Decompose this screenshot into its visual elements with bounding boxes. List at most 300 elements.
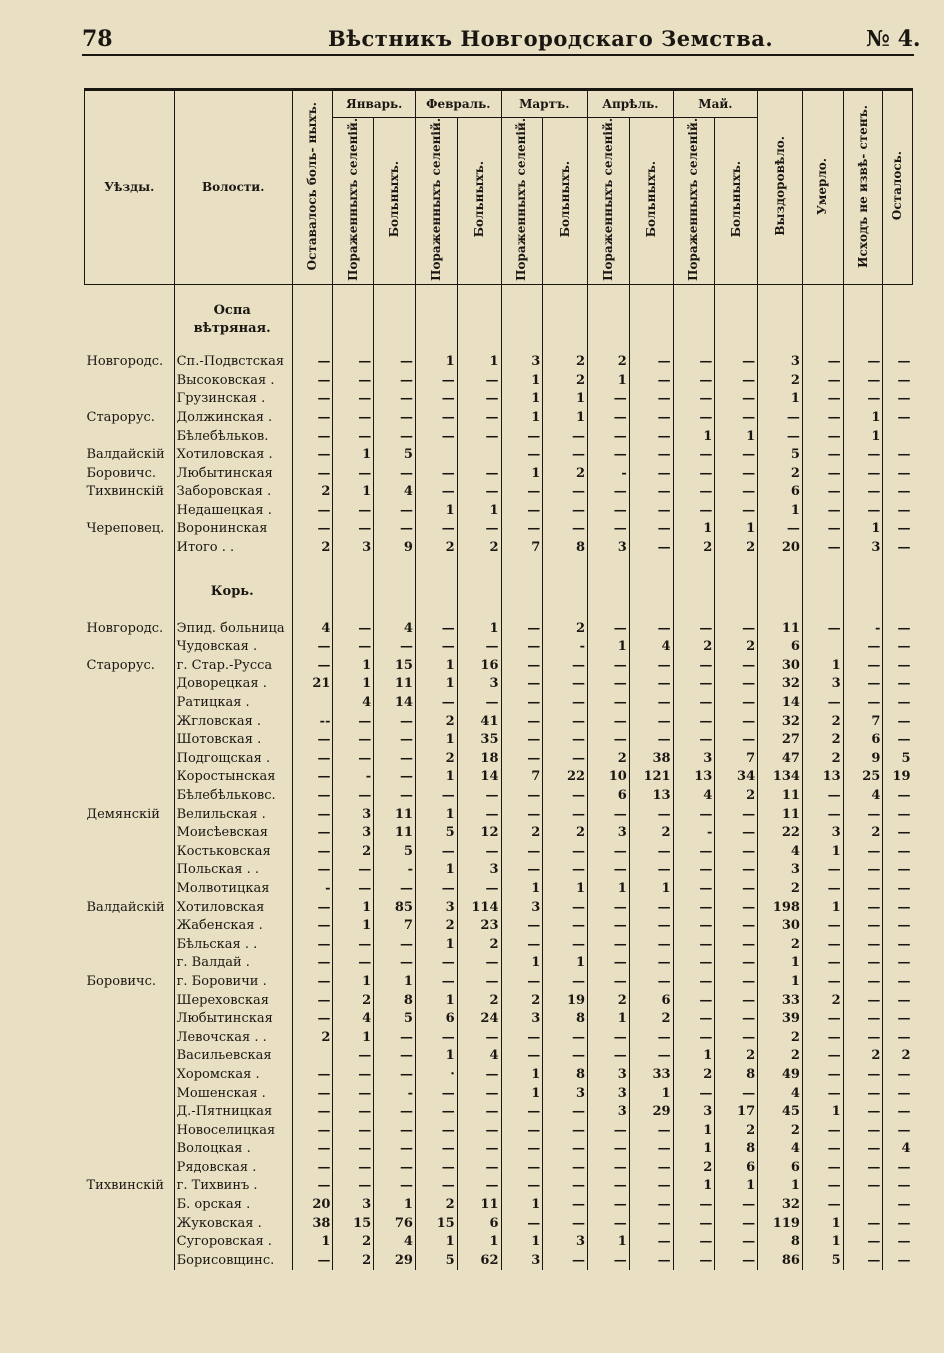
value-cell: — [883,539,913,558]
value-cell: 3 [457,675,501,694]
value-cell: 121 [629,768,673,787]
value-cell: 1 [673,1140,715,1159]
value-cell: 1 [415,768,457,787]
value-cell: — [883,843,913,862]
value-cell: — [292,1121,333,1140]
value-cell: 1 [758,502,803,521]
section-title-pad [758,579,803,605]
district-cell [85,1121,175,1140]
value-cell: — [802,917,843,936]
value-cell: — [292,353,333,372]
table-row [85,1047,913,1066]
value-cell: — [333,1103,374,1122]
value-cell: 3 [415,898,457,917]
value-cell: 1 [843,409,883,428]
section-title-pad [292,579,333,605]
value-cell: — [802,1010,843,1029]
value-cell: — [543,1047,588,1066]
value-cell: — [883,638,913,657]
value-cell: 1 [715,520,758,539]
value-cell: - [843,619,883,638]
district-cell [85,1010,175,1029]
value-cell: — [292,935,333,954]
volost-cell: Недашецкая . [174,502,292,521]
volost-cell: Д.-Пятницкая [174,1103,292,1122]
value-cell: — [292,973,333,992]
value-cell: — [457,805,501,824]
value-cell: — [802,694,843,713]
district-cell: Новгородс. [86,620,164,636]
volost-cell: Шереховская [174,991,292,1010]
value-cell: — [715,1252,758,1271]
value-cell: — [715,483,758,502]
value-cell: 9 [843,750,883,769]
spacer-cell [588,605,630,619]
value-cell: — [292,427,333,446]
value-cell: 6 [843,731,883,750]
table-row [85,483,913,502]
volost-cell: Моисѣевская [174,824,292,843]
value-cell: — [883,1214,913,1233]
value-cell: — [501,694,543,713]
col-feb-sick: Больныхъ. [457,118,501,285]
value-cell: 4 [333,694,374,713]
spacer-cell [85,341,175,353]
section-title-pad [457,299,501,341]
value-cell: 114 [457,898,501,917]
value-cell: 2 [758,1121,803,1140]
district-cell [85,768,175,787]
district-cell [85,638,175,657]
col-volost: Волости. [174,90,292,285]
value-cell: — [457,1140,501,1159]
table-row [85,464,913,483]
value-cell: — [292,843,333,862]
value-cell: — [374,502,416,521]
value-cell: 45 [758,1103,803,1122]
value-cell: — [333,1159,374,1178]
section-title-pad [543,579,588,605]
value-cell: — [673,446,715,465]
value-cell: 1 [802,1233,843,1252]
district-cell [85,712,175,731]
value-cell: — [415,1084,457,1103]
value-cell: — [292,917,333,936]
value-cell: 5 [758,446,803,465]
district-cell [85,1233,175,1252]
section-title-pad [883,299,913,341]
value-cell: — [629,446,673,465]
value-cell: 4 [374,1233,416,1252]
volost-cell: Грузинская . [174,390,292,409]
value-cell: — [883,1103,913,1122]
value-cell: 76 [374,1214,416,1233]
value-cell: — [802,371,843,390]
value-cell: — [629,520,673,539]
table-row [85,954,913,973]
value-cell: 2 [457,539,501,558]
section-title-pad [843,579,883,605]
value-cell: 14 [374,694,416,713]
value-cell: — [802,502,843,521]
value-cell: — [588,446,630,465]
value-cell: — [883,694,913,713]
value-cell: — [629,843,673,862]
value-cell: — [883,935,913,954]
volost-cell: Борисовщинс. [174,1252,292,1271]
value-cell: — [629,539,673,558]
value-cell: — [843,483,883,502]
value-cell: — [415,638,457,657]
value-cell: — [292,1103,333,1122]
value-cell: 1 [415,502,457,521]
value-cell: — [292,1066,333,1085]
col-mar-sick: Больныхъ. [543,118,588,285]
value-cell: - [543,638,588,657]
value-cell [292,1047,333,1066]
value-cell: — [374,768,416,787]
value-cell: — [843,675,883,694]
table-row [85,861,913,880]
volost-cell: Костьковская [174,843,292,862]
value-cell: — [588,675,630,694]
table-row [85,1084,913,1103]
table-row [85,1010,913,1029]
value-cell: 2 [588,353,630,372]
value-cell: 11 [374,824,416,843]
value-cell: — [802,427,843,446]
value-cell: — [802,1084,843,1103]
value-cell: — [415,619,457,638]
value-cell: 1 [415,1047,457,1066]
section-title-pad [673,299,715,341]
value-cell: — [457,787,501,806]
volost-cell: Левочская . . [174,1028,292,1047]
district-cell [85,1214,175,1233]
value-cell: — [843,1103,883,1122]
value-cell: — [333,1084,374,1103]
value-cell: — [333,638,374,657]
value-cell: — [629,1028,673,1047]
value-cell: — [629,1121,673,1140]
value-cell: — [588,731,630,750]
value-cell: 1 [758,1177,803,1196]
value-cell: — [374,371,416,390]
value-cell: 2 [802,731,843,750]
spacer-cell [629,557,673,579]
value-cell: — [715,390,758,409]
value-cell: 2 [715,1047,758,1066]
value-cell: 1 [333,657,374,676]
district-cell [85,371,175,390]
value-cell: 4 [333,1010,374,1029]
value-cell: — [457,483,501,502]
value-cell: — [843,446,883,465]
value-cell: — [843,390,883,409]
value-cell: 22 [543,768,588,787]
section-title-pad [715,579,758,605]
value-cell: 2 [415,712,457,731]
spacer-cell [758,557,803,579]
district-cell: Тихвинскій [86,1178,165,1194]
value-cell: 4 [374,619,416,638]
value-cell: 11 [758,619,803,638]
value-cell: 2 [673,539,715,558]
value-cell: — [673,390,715,409]
district-cell [85,1159,175,1178]
value-cell: — [292,991,333,1010]
value-cell: — [883,880,913,899]
district-cell [85,1103,175,1122]
value-cell: — [501,1103,543,1122]
section-title-row [85,299,913,341]
value-cell: 2 [333,991,374,1010]
district-cell: Валдайскій [86,899,165,915]
value-cell: — [843,1084,883,1103]
value-cell: 2 [292,483,333,502]
value-cell: 12 [457,824,501,843]
value-cell: 1 [758,390,803,409]
value-cell: — [333,1140,374,1159]
value-cell [802,638,843,657]
table-row [85,880,913,899]
col-died: Умерло. [802,90,843,285]
value-cell: 3 [543,1084,588,1103]
value-cell: · [415,1066,457,1085]
value-cell: 3 [457,861,501,880]
table-row [85,1177,913,1196]
spacer-cell [802,557,843,579]
spacer-cell [883,341,913,353]
value-cell: — [333,731,374,750]
value-cell: — [715,694,758,713]
table-row [85,657,913,676]
value-cell: 17 [715,1103,758,1122]
value-cell: 4 [758,1140,803,1159]
value-cell: — [588,427,630,446]
value-cell: 13 [673,768,715,787]
value-cell: — [543,657,588,676]
spacer-cell [292,557,333,579]
volost-cell: Волоцкая . [174,1140,292,1159]
value-cell: — [673,1028,715,1047]
value-cell: — [883,675,913,694]
volost-cell: Жгловская . [174,712,292,731]
value-cell: 1 [457,502,501,521]
table-row [85,675,913,694]
value-cell: 1 [673,1047,715,1066]
value-cell: — [543,917,588,936]
col-may: Май. [673,90,758,118]
table-row [85,898,913,917]
value-cell: — [501,520,543,539]
spacer-cell [843,284,883,299]
value-cell: — [802,520,843,539]
district-cell: Боровичс. [86,465,157,481]
value-cell: — [629,917,673,936]
value-cell: 10 [588,768,630,787]
value-cell: — [333,750,374,769]
value-cell: — [588,861,630,880]
district-cell [85,694,175,713]
col-mar-villages: Пораженныхъ селеній. [501,118,543,285]
value-cell: 1 [501,880,543,899]
value-cell: — [802,446,843,465]
col-april: Апрѣль. [588,90,674,118]
value-cell: — [292,390,333,409]
value-cell: — [843,1159,883,1178]
value-cell: — [802,1121,843,1140]
value-cell: 3 [802,824,843,843]
value-cell: — [374,1066,416,1085]
value-cell: 3 [501,353,543,372]
spacer-cell [673,341,715,353]
value-cell: — [374,464,416,483]
value-cell: 7 [501,768,543,787]
value-cell: — [629,935,673,954]
volost-cell: Ратицкая . [174,694,292,713]
district-cell [85,502,175,521]
value-cell: 2 [333,1252,374,1271]
district-cell [85,880,175,899]
value-cell: — [843,502,883,521]
table-row [85,371,913,390]
col-feb-villages: Пораженныхъ селеній. [415,118,457,285]
value-cell: 6 [588,787,630,806]
district-cell: Демянскій [86,806,160,822]
district-cell [85,427,175,446]
value-cell: — [673,805,715,824]
journal-title: Вѣстникъ Новгородскаго Земства. [328,26,774,51]
value-cell: — [715,619,758,638]
spacer-row [85,341,913,353]
table-row [85,1121,913,1140]
value-cell: — [843,843,883,862]
value-cell: — [374,427,416,446]
value-cell: — [292,1159,333,1178]
value-cell: — [673,1214,715,1233]
value-cell: — [292,861,333,880]
value-cell: 86 [758,1252,803,1271]
table-row [85,843,913,862]
value-cell: — [333,1177,374,1196]
volost-cell: Подгощская . [174,750,292,769]
value-cell: 20 [292,1196,333,1215]
value-cell: — [715,935,758,954]
value-cell: 1 [374,1196,416,1215]
value-cell: — [333,1121,374,1140]
value-cell: 2 [629,824,673,843]
value-cell: 7 [715,750,758,769]
value-cell: — [715,1028,758,1047]
value-cell: 2 [415,1196,457,1215]
value-cell: 4 [758,1084,803,1103]
value-cell: — [501,1121,543,1140]
value-cell: 5 [374,446,416,465]
spacer-row [85,557,913,579]
value-cell: — [802,935,843,954]
spacer-cell [374,605,416,619]
table-row [85,1159,913,1178]
value-cell: — [843,657,883,676]
col-remaining: Осталось. [883,90,913,285]
value-cell: 2 [333,1233,374,1252]
spacer-cell [588,557,630,579]
table-row [85,353,913,372]
value-cell: — [588,805,630,824]
table-row [85,917,913,936]
value-cell: — [715,464,758,483]
value-cell: — [415,1121,457,1140]
value-cell: 14 [457,768,501,787]
value-cell: — [843,371,883,390]
value-cell: 3 [333,539,374,558]
value-cell: 4 [843,787,883,806]
value-cell: — [802,619,843,638]
value-cell: — [715,805,758,824]
spacer-cell [883,605,913,619]
volost-cell: Хотиловская . [174,446,292,465]
section-title-pad [758,299,803,341]
table-row [85,824,913,843]
table-row [85,619,913,638]
volost-cell: г. Боровичи . [174,973,292,992]
value-cell: — [457,464,501,483]
value-cell: — [883,619,913,638]
section-title: Корь. [174,579,292,605]
value-cell: — [883,502,913,521]
value-cell: — [629,694,673,713]
value-cell: — [883,371,913,390]
section-title-pad [543,299,588,341]
volost-cell: г. Валдай . [174,954,292,973]
spacer-cell [174,341,292,353]
spacer-cell [673,284,715,299]
value-cell: 1 [415,861,457,880]
value-cell: — [543,843,588,862]
spacer-row [85,284,913,299]
value-cell: - [673,824,715,843]
value-cell: 6 [758,483,803,502]
value-cell: — [588,917,630,936]
value-cell: 27 [758,731,803,750]
value-cell: — [333,353,374,372]
value-cell: — [629,464,673,483]
value-cell: — [629,1233,673,1252]
value-cell: — [501,1214,543,1233]
value-cell: — [673,694,715,713]
value-cell: — [629,1252,673,1271]
value-cell: — [415,1103,457,1122]
volost-cell: Доворецкая . [174,675,292,694]
value-cell: — [543,731,588,750]
value-cell: — [543,1103,588,1122]
value-cell: — [501,731,543,750]
value-cell: — [374,1140,416,1159]
value-cell: — [629,1047,673,1066]
spacer-cell [415,605,457,619]
value-cell: — [543,1028,588,1047]
value-cell: — [883,787,913,806]
spacer-cell [501,341,543,353]
value-cell: — [629,1177,673,1196]
value-cell: — [501,427,543,446]
table-row [85,502,913,521]
spacer-cell [457,557,501,579]
value-cell: 3 [758,353,803,372]
value-cell: 25 [843,768,883,787]
value-cell: — [588,657,630,676]
